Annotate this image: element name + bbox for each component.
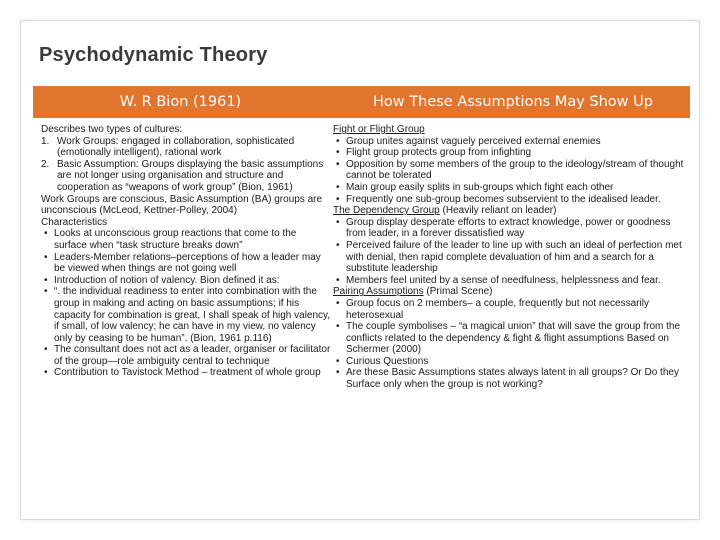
bullet-icon: • [336,216,340,228]
bullet-item [333,298,685,321]
bullet-text: Group display desperate efforts to extract knowledge, power or goodness from leader, in a forever dissatisfied way [346,216,671,240]
bullet-icon: • [336,135,340,147]
bullet-icon: • [44,228,48,240]
bullet-icon: • [44,344,48,356]
bullet-text: Curious Questions [346,355,429,367]
left-paragraph: Work Groups are conscious, Basic Assumption (BA) groups are unconscious (McLeod, Kettner-Polley, 2004) [41,193,323,217]
header-right: How These Assumptions May Show Up [373,94,653,110]
numbered-text: Basic Assumption: Groups displaying the basic assumptions are not longer using organisation and structure and cooperation as “weapons of work group” (Bion, 1961) [57,158,324,193]
number-mark: 2. [41,158,50,170]
bullet-text: Perceived failure of the leader to line up with such an ideal of perfection met with denial, then rapid complete devaluation of him and a search for a substitute leadership [346,239,682,275]
pairing-suffix: (Primal Scene) [423,286,493,298]
bullet-text: Group focus on 2 members– a couple, frequently but not necessarily heterosexual [346,297,649,321]
bullet-text: Main group easily splits in sub-groups which fight each other [346,181,614,193]
bullet-item [41,228,331,251]
bullet-item [333,147,685,159]
bullet-icon: • [336,239,340,251]
fight-flight-title: Fight or Flight Group [333,124,425,135]
numbered-item [41,136,331,159]
bullet-item [333,367,685,390]
bullet-icon: • [336,297,340,309]
bullet-text: Flight group protects group from infighting [346,147,532,159]
pairing-heading [333,286,685,298]
bullet-text: Opposition by some members of the group to the ideology/stream of thought cannot be tolerated [346,158,684,182]
bullet-icon: • [44,251,48,263]
bullet-icon: • [336,367,340,379]
bullet-icon: • [336,147,340,159]
bullet-text: Members feel united by a sense of needfulness, helplessness and fear. [346,274,661,286]
numbered-text: Work Groups: engaged in collaboration, sophisticated (emotionally intelligent), rational work [57,135,295,159]
bullet-icon: • [336,181,340,193]
bullet-text: “. the individual readiness to enter into combination with the group in making and acting on basic assumptions; if his capacity for combination is great, I shall speak of high valency, if small, of low valency; he can have in my view, no valency only by ceasing to be human”. (Bion, 1961 p.116) [54,286,331,344]
bullet-item [333,182,685,194]
bullet-text: The consultant does not act as a leader, organiser or facilitator of the group—role ambiguity central to technique [54,344,331,367]
bullet-icon: • [336,193,340,205]
left-column [41,124,331,379]
bullet-text: Frequently one sub-group becomes subservient to the idealised leader. [346,193,661,205]
number-mark: 1. [41,135,50,147]
bullet-icon: • [336,158,340,170]
bullet-icon: • [336,321,340,333]
bullet-icon: • [44,367,48,379]
bullet-item [41,252,331,275]
bullet-item [333,275,685,287]
bullet-item [41,344,331,367]
dependency-title: The Dependency Group [333,205,440,217]
table-header [33,86,690,118]
bullet-item [41,367,331,379]
slide-title: Psychodynamic Theory [39,44,268,66]
bullet-item [333,240,685,275]
bullet-item [41,275,331,287]
bullet-text: Introduction of notion of valency. Bion defined it as: [54,274,280,286]
bullet-item [333,159,685,182]
right-column [333,124,685,391]
dependency-suffix: (Heavily reliant on leader) [439,205,557,217]
pairing-title: Pairing Assumptions [333,286,424,298]
bullet-text: Looks at unconscious group reactions that come to the surface when “task structure breaks down” [54,228,297,251]
numbered-item [41,159,331,194]
bullet-icon: • [44,286,48,298]
bullet-item [333,217,685,240]
bullet-text: Are these Basic Assumptions states always latent in all groups? Or Do they Surface only when the group is not working? [346,367,679,391]
bullet-item [333,194,685,206]
bullet-item [333,321,685,356]
bullet-text: Group unites against vaguely perceived external enemies [346,135,601,147]
dependency-heading [333,205,685,217]
bullet-item [333,136,685,148]
bullet-icon: • [44,274,48,286]
characteristics-heading: Characteristics [41,216,108,228]
bullet-icon: • [336,355,340,367]
bullet-item [41,286,331,344]
bullet-text: Leaders-Member relations–perceptions of how a leader may be viewed when things are not going well [54,251,321,275]
header-left: W. R Bion (1961) [119,94,242,110]
bullet-text: Contribution to Tavistock Method – treatment of whole group [54,367,321,379]
bullet-item [333,356,685,368]
fight-flight-heading [333,124,685,136]
bullet-icon: • [336,274,340,286]
bullet-text: The couple symbolises – “a magical union” that will save the group from the conflicts related to the dependency & fight & flight assumptions Based on Schermer (2000) [346,321,681,356]
left-intro: Describes two types of cultures: [41,124,183,135]
